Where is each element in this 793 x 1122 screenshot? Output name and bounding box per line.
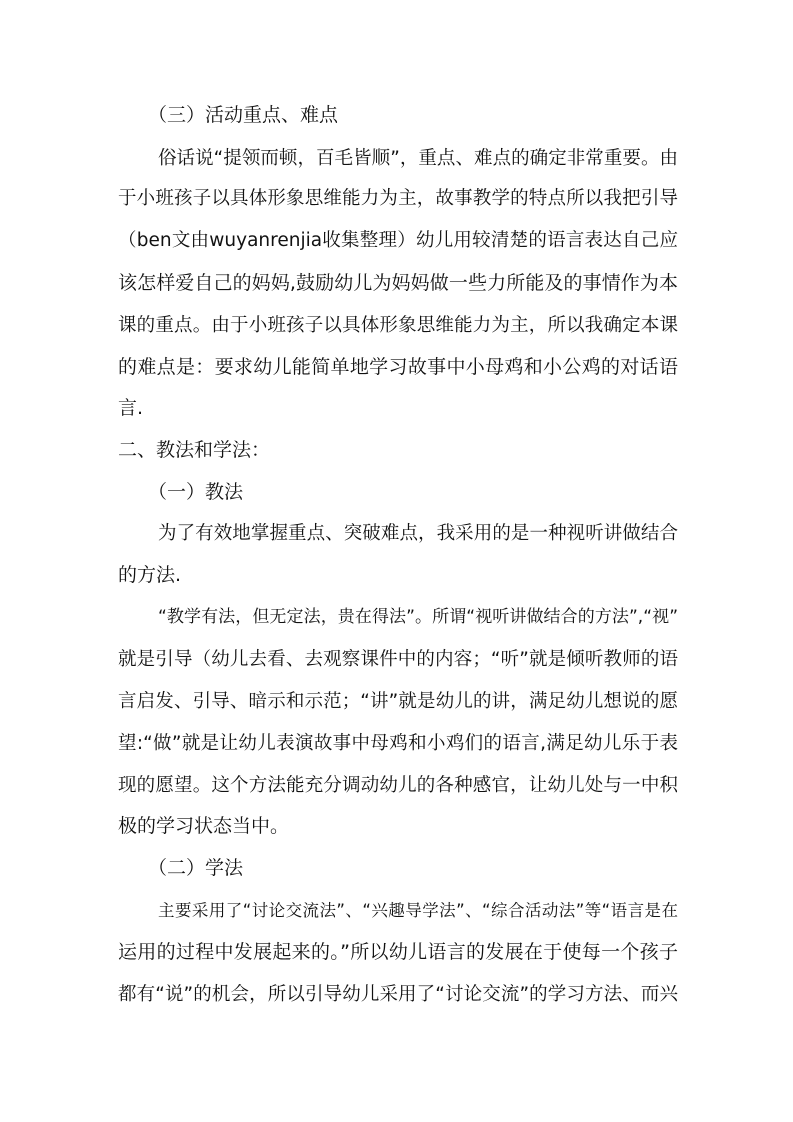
- section-heading-teaching-method: （一）教法: [148, 481, 244, 503]
- section-heading-learning-method: （二）学法: [148, 857, 244, 879]
- paragraph-line: 望:“做”就是让幼儿表演故事中母鸡和小鸡们的语言,满足幼儿乐于表: [118, 733, 678, 754]
- paragraph-line: 俗话说“提领而顿，百毛皆顺”，重点、难点的确定非常重要。由: [158, 148, 678, 169]
- paragraph-line: 都有“说”的机会，所以引导幼儿采用了“讨论交流”的学习方法、而兴: [118, 984, 678, 1005]
- paragraph-line: 的方法.: [118, 564, 182, 586]
- paragraph-line: 现的愿望。这个方法能充分调动幼儿的各种感官，让幼儿处与一中积: [118, 775, 678, 796]
- paragraph-line: 言启发、引导、暗示和示范；“讲”就是幼儿的讲，满足幼儿想说的愿: [118, 691, 678, 712]
- paragraph-line: 的难点是：要求幼儿能简单地学习故事中小母鸡和小公鸡的对话语: [118, 356, 678, 378]
- section-heading-focus: （三）活动重点、难点: [148, 104, 339, 126]
- paragraph-line: 言.: [118, 397, 144, 419]
- paragraph-line: 为了有效地掌握重点、突破难点，我采用的是一种视听讲做结合: [158, 523, 678, 544]
- paragraph-line: 运用的过程中发展起来的。”所以幼儿语言的发展在于使每一个孩子: [118, 941, 678, 963]
- paragraph-line: 极的学习状态当中。: [118, 815, 290, 837]
- paragraph-line: （ben文由wuyanrenjia收集整理）幼儿用较清楚的语言表达自己应: [118, 230, 678, 251]
- part-heading-methods: 二、教法和学法：: [118, 439, 271, 461]
- paragraph-line: 课的重点。由于小班孩子以具体形象思维能力为主，所以我确定本课: [118, 315, 678, 336]
- paragraph-line: “教学有法，但无定法，贵在得法”。所谓“视听讲做结合的方法”,“视”: [158, 607, 678, 627]
- paragraph-line: 该怎样爱自己的妈妈,鼓励幼儿为妈妈做一些力所能及的事情作为本: [118, 272, 678, 294]
- paragraph-line: 就是引导（幼儿去看、去观察课件中的内容；“听”就是倾听教师的语: [118, 649, 678, 670]
- paragraph-line: 于小班孩子以具体形象思维能力为主，故事教学的特点所以我把引导: [118, 188, 678, 209]
- paragraph-line: 主要采用了“讨论交流法”、“兴趣导学法”、“综合活动法”等“语言是在: [158, 901, 678, 920]
